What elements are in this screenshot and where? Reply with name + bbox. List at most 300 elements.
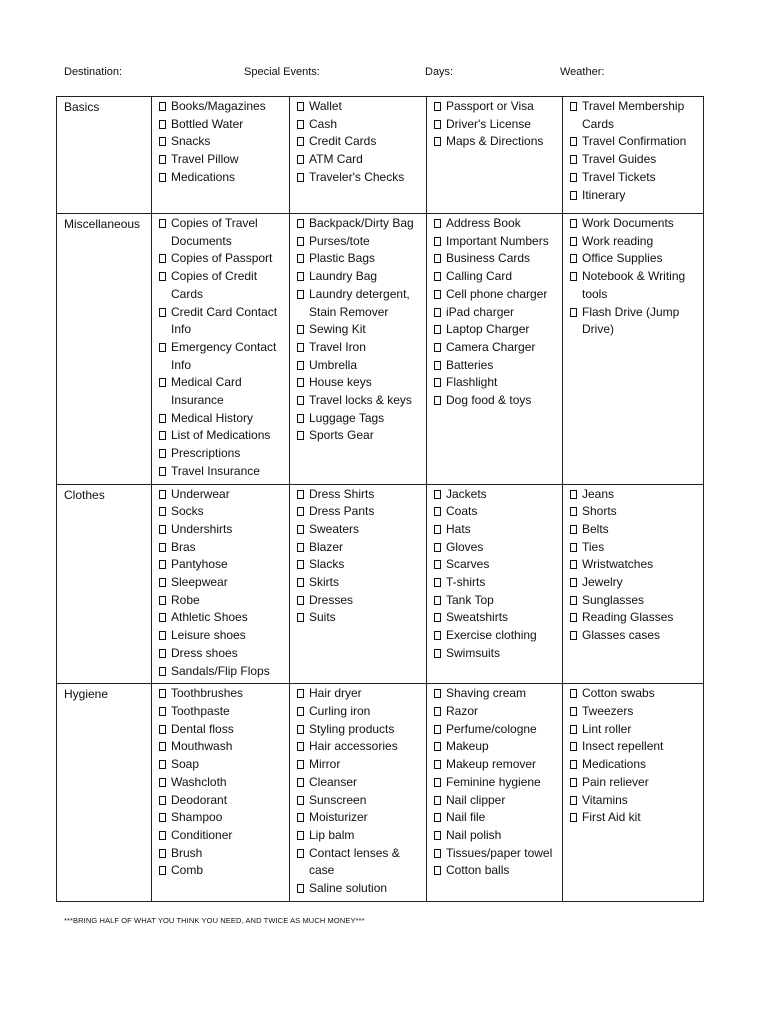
checklist-item[interactable]: [159, 609, 285, 627]
checkbox-icon[interactable]: [297, 707, 304, 716]
checklist-item[interactable]: [570, 233, 699, 251]
checkbox-icon[interactable]: [159, 725, 166, 734]
item-label: Vitamins: [582, 792, 628, 807]
checklist-item[interactable]: [297, 592, 422, 610]
checklist-item[interactable]: [570, 98, 699, 133]
checkbox-icon[interactable]: [570, 689, 577, 698]
checklist-item[interactable]: [570, 268, 699, 303]
checkbox-icon[interactable]: [297, 219, 304, 228]
checklist-item[interactable]: [434, 133, 558, 151]
checkbox-icon[interactable]: [159, 543, 166, 552]
checklist-item[interactable]: [159, 486, 285, 504]
checklist-item[interactable]: [159, 663, 285, 681]
checkbox-icon[interactable]: [434, 361, 441, 370]
checkbox-icon[interactable]: [434, 120, 441, 129]
checkbox-icon[interactable]: [434, 707, 441, 716]
checklist-item[interactable]: [434, 392, 558, 410]
checklist-item[interactable]: [434, 756, 558, 774]
checklist-item[interactable]: [434, 645, 558, 663]
checkbox-icon[interactable]: [570, 725, 577, 734]
checkbox-icon[interactable]: [434, 596, 441, 605]
checklist-item[interactable]: [570, 721, 699, 739]
checklist-item[interactable]: [297, 827, 422, 845]
checkbox-icon[interactable]: [297, 490, 304, 499]
checkbox-icon[interactable]: [570, 308, 577, 317]
checklist-item[interactable]: [297, 151, 422, 169]
checklist-item[interactable]: [297, 392, 422, 410]
item-label: Prescriptions: [171, 446, 241, 461]
checkbox-icon[interactable]: [434, 689, 441, 698]
checklist-item[interactable]: [570, 187, 699, 205]
checklist-item[interactable]: [434, 685, 558, 703]
checkbox-icon[interactable]: [570, 525, 577, 534]
checklist-item[interactable]: [297, 503, 422, 521]
checkbox-icon[interactable]: [159, 467, 166, 476]
checkbox-icon[interactable]: [159, 308, 166, 317]
checklist-item[interactable]: [434, 374, 558, 392]
checkbox-icon[interactable]: [434, 490, 441, 499]
checkbox-icon[interactable]: [434, 525, 441, 534]
checklist-item[interactable]: [570, 756, 699, 774]
checkbox-icon[interactable]: [159, 760, 166, 769]
checklist-item[interactable]: [434, 827, 558, 845]
item-label: Bottled Water: [171, 116, 244, 131]
checkbox-icon[interactable]: [434, 396, 441, 405]
checklist-item[interactable]: [570, 627, 699, 645]
checkbox-icon[interactable]: [297, 361, 304, 370]
checklist-item[interactable]: [570, 774, 699, 792]
checklist-item[interactable]: [570, 503, 699, 521]
checkbox-icon[interactable]: [570, 778, 577, 787]
checklist-item[interactable]: [159, 151, 285, 169]
checkbox-icon[interactable]: [297, 725, 304, 734]
checklist-item[interactable]: [434, 539, 558, 557]
checklist-item[interactable]: [159, 374, 285, 409]
checkbox-icon[interactable]: [297, 831, 304, 840]
checklist-item[interactable]: [434, 574, 558, 592]
checkbox-icon[interactable]: [159, 102, 166, 111]
checkbox-icon[interactable]: [434, 813, 441, 822]
checkbox-icon[interactable]: [434, 507, 441, 516]
checklist-item[interactable]: [159, 250, 285, 268]
item-label: Credit Card Contact Info: [171, 304, 278, 337]
checkbox-icon[interactable]: [570, 742, 577, 751]
item-label: Batteries: [446, 357, 494, 372]
checklist-item[interactable]: [297, 556, 422, 574]
checkbox-icon[interactable]: [297, 760, 304, 769]
checklist-item[interactable]: [297, 738, 422, 756]
checkbox-icon[interactable]: [297, 237, 304, 246]
checklist-item[interactable]: [570, 792, 699, 810]
checkbox-icon[interactable]: [297, 325, 304, 334]
checkbox-icon[interactable]: [159, 707, 166, 716]
checkbox-icon[interactable]: [434, 543, 441, 552]
checkbox-icon[interactable]: [570, 543, 577, 552]
checkbox-icon[interactable]: [434, 325, 441, 334]
checklist-item[interactable]: [297, 339, 422, 357]
checkbox-icon[interactable]: [570, 760, 577, 769]
checklist-item[interactable]: [570, 556, 699, 574]
checklist-item[interactable]: [570, 304, 699, 339]
checklist-item[interactable]: [297, 880, 422, 898]
checklist-item[interactable]: [297, 521, 422, 539]
checklist-item[interactable]: [159, 645, 285, 663]
checklist-item[interactable]: [159, 574, 285, 592]
checkbox-icon[interactable]: [570, 490, 577, 499]
checkbox-icon[interactable]: [570, 613, 577, 622]
checkbox-icon[interactable]: [297, 813, 304, 822]
checkbox-icon[interactable]: [159, 849, 166, 858]
checklist-item[interactable]: [434, 286, 558, 304]
checkbox-icon[interactable]: [434, 219, 441, 228]
item-label: Toothpaste: [171, 703, 230, 718]
checkbox-icon[interactable]: [159, 813, 166, 822]
checklist-item[interactable]: [570, 215, 699, 233]
checklist-item[interactable]: [297, 703, 422, 721]
checkbox-icon[interactable]: [297, 173, 304, 182]
checkbox-icon[interactable]: [434, 849, 441, 858]
item-label: Passport or Visa: [446, 99, 534, 113]
checkbox-icon[interactable]: [434, 237, 441, 246]
checkbox-icon[interactable]: [159, 560, 166, 569]
checklist-item[interactable]: [159, 721, 285, 739]
checklist-item[interactable]: [434, 592, 558, 610]
checklist-item[interactable]: [297, 357, 422, 375]
checkbox-icon[interactable]: [570, 237, 577, 246]
checkbox-icon[interactable]: [297, 137, 304, 146]
item-label: ATM Card: [309, 152, 363, 167]
checklist-item[interactable]: [159, 827, 285, 845]
checkbox-icon[interactable]: [434, 831, 441, 840]
checklist-item[interactable]: [434, 703, 558, 721]
checklist-item[interactable]: [297, 845, 422, 880]
checklist-item[interactable]: [434, 627, 558, 645]
checklist-item[interactable]: [159, 410, 285, 428]
checklist-item[interactable]: [434, 809, 558, 827]
checklist-item[interactable]: [159, 304, 285, 339]
checkbox-icon[interactable]: [570, 578, 577, 587]
checklist-item[interactable]: [297, 721, 422, 739]
checkbox-icon[interactable]: [159, 831, 166, 840]
checklist-item[interactable]: [297, 756, 422, 774]
checkbox-icon[interactable]: [570, 137, 577, 146]
checkbox-icon[interactable]: [570, 796, 577, 805]
checkbox-icon[interactable]: [434, 760, 441, 769]
checklist-item[interactable]: [159, 445, 285, 463]
checklist-item[interactable]: [570, 592, 699, 610]
checklist-item[interactable]: [159, 703, 285, 721]
checklist-item[interactable]: [570, 486, 699, 504]
checkbox-icon[interactable]: [297, 343, 304, 352]
checklist-item[interactable]: [159, 539, 285, 557]
checkbox-icon[interactable]: [297, 155, 304, 164]
checkbox-icon[interactable]: [570, 219, 577, 228]
checkbox-icon[interactable]: [570, 560, 577, 569]
checkbox-icon[interactable]: [297, 884, 304, 893]
checkbox-icon[interactable]: [297, 378, 304, 387]
checklist-item[interactable]: [297, 410, 422, 428]
checklist-item[interactable]: [570, 809, 699, 827]
checklist-item[interactable]: [297, 233, 422, 251]
checkbox-icon[interactable]: [434, 102, 441, 111]
checklist-item[interactable]: [297, 609, 422, 627]
checklist-item[interactable]: [297, 321, 422, 339]
checklist-item[interactable]: [434, 862, 558, 880]
checkbox-icon[interactable]: [434, 866, 441, 875]
checkbox-icon[interactable]: [570, 155, 577, 164]
checkbox-icon[interactable]: [297, 796, 304, 805]
checkbox-icon[interactable]: [159, 272, 166, 281]
checkbox-icon[interactable]: [159, 219, 166, 228]
checkbox-icon[interactable]: [159, 596, 166, 605]
checkbox-icon[interactable]: [570, 173, 577, 182]
checkbox-icon[interactable]: [297, 613, 304, 622]
checklist-item[interactable]: [159, 427, 285, 445]
checklist-item[interactable]: [297, 809, 422, 827]
checkbox-icon[interactable]: [434, 778, 441, 787]
checklist-item[interactable]: [570, 738, 699, 756]
checkbox-icon[interactable]: [434, 578, 441, 587]
checkbox-icon[interactable]: [297, 396, 304, 405]
checklist-item[interactable]: [297, 486, 422, 504]
checklist-item[interactable]: [297, 98, 422, 116]
checkbox-icon[interactable]: [159, 631, 166, 640]
checklist-item[interactable]: [159, 169, 285, 187]
item-label: Toothbrushes: [171, 686, 244, 701]
item-label: Slacks: [309, 557, 345, 572]
item-list: [297, 486, 422, 628]
checklist-item[interactable]: [159, 627, 285, 645]
checklist-item[interactable]: [570, 574, 699, 592]
checklist-item[interactable]: [570, 151, 699, 169]
checklist-item[interactable]: [570, 133, 699, 151]
checkbox-icon[interactable]: [297, 254, 304, 263]
checkbox-icon[interactable]: [434, 254, 441, 263]
checklist-item[interactable]: [434, 556, 558, 574]
checklist-item[interactable]: [434, 233, 558, 251]
checkbox-icon[interactable]: [434, 725, 441, 734]
checkbox-icon[interactable]: [159, 613, 166, 622]
checklist-item[interactable]: [570, 609, 699, 627]
checklist-item[interactable]: [570, 250, 699, 268]
checklist-item[interactable]: [570, 539, 699, 557]
checklist-item[interactable]: [159, 503, 285, 521]
checklist-item[interactable]: [570, 685, 699, 703]
checklist-item[interactable]: [159, 756, 285, 774]
checkbox-icon[interactable]: [570, 813, 577, 822]
checkbox-icon[interactable]: [570, 507, 577, 516]
item-label: Ties: [582, 539, 605, 554]
checkbox-icon[interactable]: [434, 649, 441, 658]
checkbox-icon[interactable]: [297, 560, 304, 569]
checklist-item[interactable]: [434, 268, 558, 286]
checklist-item[interactable]: [297, 169, 422, 187]
checkbox-icon[interactable]: [159, 343, 166, 352]
checkbox-icon[interactable]: [297, 272, 304, 281]
checklist-item[interactable]: [434, 304, 558, 322]
checkbox-icon[interactable]: [297, 778, 304, 787]
checkbox-icon[interactable]: [570, 631, 577, 640]
checklist-item[interactable]: [434, 521, 558, 539]
checklist-item[interactable]: [159, 98, 285, 116]
checkbox-icon[interactable]: [434, 378, 441, 387]
checkbox-icon[interactable]: [570, 254, 577, 263]
checklist-item[interactable]: [297, 574, 422, 592]
checklist-item[interactable]: [159, 215, 285, 250]
checklist-item[interactable]: [434, 774, 558, 792]
checkbox-icon[interactable]: [434, 742, 441, 751]
checklist-item[interactable]: [434, 845, 558, 863]
checkbox-icon[interactable]: [159, 378, 166, 387]
checklist-item[interactable]: [297, 427, 422, 445]
days-label: Days:: [425, 66, 454, 78]
checkbox-icon[interactable]: [297, 120, 304, 129]
checklist-item[interactable]: [159, 339, 285, 374]
item-label: Tweezers: [582, 703, 634, 718]
checklist-item[interactable]: [297, 215, 422, 233]
checklist-item[interactable]: [159, 774, 285, 792]
checklist-item[interactable]: [434, 721, 558, 739]
checkbox-icon[interactable]: [570, 102, 577, 111]
item-label: Cell phone charger: [446, 286, 548, 301]
checkbox-icon[interactable]: [159, 449, 166, 458]
checkbox-icon[interactable]: [159, 578, 166, 587]
checklist-item[interactable]: [297, 116, 422, 134]
item-label: Travel Confirmation: [582, 134, 687, 149]
checkbox-icon[interactable]: [297, 742, 304, 751]
checkbox-icon[interactable]: [159, 490, 166, 499]
checklist-item[interactable]: [297, 286, 422, 321]
checklist-item[interactable]: [159, 592, 285, 610]
checkbox-icon[interactable]: [159, 649, 166, 658]
checklist-item[interactable]: [297, 774, 422, 792]
item-label: Itinerary: [582, 187, 626, 202]
checklist-item[interactable]: [434, 503, 558, 521]
item-label: Medical History: [171, 410, 254, 425]
checklist-item[interactable]: [159, 521, 285, 539]
checkbox-icon[interactable]: [434, 343, 441, 352]
checkbox-icon[interactable]: [159, 778, 166, 787]
checklist-item[interactable]: [159, 116, 285, 134]
item-label: Sunglasses: [582, 592, 645, 607]
checkbox-icon[interactable]: [159, 689, 166, 698]
checklist-item[interactable]: [159, 809, 285, 827]
item-list: [434, 486, 558, 663]
checklist-item[interactable]: [159, 268, 285, 303]
checklist-item[interactable]: [434, 215, 558, 233]
checklist-item[interactable]: [434, 738, 558, 756]
checklist-item[interactable]: [159, 792, 285, 810]
checklist-item[interactable]: [570, 703, 699, 721]
item-label: Travel Tickets: [582, 169, 656, 184]
checkbox-icon[interactable]: [159, 120, 166, 129]
checkbox-icon[interactable]: [297, 689, 304, 698]
checklist-item[interactable]: [434, 357, 558, 375]
checkbox-icon[interactable]: [434, 137, 441, 146]
checklist-item[interactable]: [159, 556, 285, 574]
checklist-item[interactable]: [434, 339, 558, 357]
checklist-item[interactable]: [434, 486, 558, 504]
checkbox-icon[interactable]: [297, 849, 304, 858]
checkbox-icon[interactable]: [159, 667, 166, 676]
checkbox-icon[interactable]: [570, 707, 577, 716]
checkbox-icon[interactable]: [159, 742, 166, 751]
checkbox-icon[interactable]: [297, 525, 304, 534]
checklist-item[interactable]: [434, 792, 558, 810]
checkbox-icon[interactable]: [434, 290, 441, 299]
checkbox-icon[interactable]: [434, 796, 441, 805]
item-label: Medical Card Insurance: [171, 375, 242, 408]
checkbox-icon[interactable]: [434, 272, 441, 281]
checkbox-icon[interactable]: [159, 431, 166, 440]
checklist-item[interactable]: [159, 738, 285, 756]
checkbox-icon[interactable]: [434, 560, 441, 569]
checkbox-icon[interactable]: [159, 173, 166, 182]
item-label: Sewing Kit: [309, 322, 366, 337]
checklist-item[interactable]: [434, 250, 558, 268]
checklist-item[interactable]: [297, 792, 422, 810]
checkbox-icon[interactable]: [159, 155, 166, 164]
checklist-item[interactable]: [297, 268, 422, 286]
checkbox-icon[interactable]: [297, 507, 304, 516]
checklist-item[interactable]: [159, 685, 285, 703]
checkbox-icon[interactable]: [159, 796, 166, 805]
item-column: [152, 684, 290, 901]
checkbox-icon[interactable]: [159, 254, 166, 263]
checklist-item[interactable]: [297, 685, 422, 703]
checkbox-icon[interactable]: [159, 137, 166, 146]
item-label: Copies of Travel Documents: [171, 216, 258, 248]
checklist-item[interactable]: [159, 463, 285, 481]
item-label: Belts: [582, 521, 609, 536]
checkbox-icon[interactable]: [159, 414, 166, 423]
checklist-item[interactable]: [434, 321, 558, 339]
item-label: Shorts: [582, 504, 617, 519]
checklist-item[interactable]: [570, 521, 699, 539]
checkbox-icon[interactable]: [297, 414, 304, 423]
item-label: Reading Glasses: [582, 610, 674, 625]
checklist-item[interactable]: [297, 374, 422, 392]
checkbox-icon[interactable]: [159, 866, 166, 875]
checklist-item[interactable]: [297, 133, 422, 151]
checkbox-icon[interactable]: [159, 525, 166, 534]
checklist-item[interactable]: [159, 133, 285, 151]
checklist-item[interactable]: [297, 250, 422, 268]
checkbox-icon[interactable]: [297, 290, 304, 299]
checkbox-icon[interactable]: [570, 272, 577, 281]
checkbox-icon[interactable]: [159, 507, 166, 516]
item-label: Jackets: [446, 486, 487, 501]
checkbox-icon[interactable]: [570, 596, 577, 605]
checkbox-icon[interactable]: [434, 308, 441, 317]
checkbox-icon[interactable]: [570, 191, 577, 200]
checkbox-icon[interactable]: [297, 102, 304, 111]
checklist-item[interactable]: [297, 539, 422, 557]
checkbox-icon[interactable]: [297, 543, 304, 552]
checklist-item[interactable]: [434, 116, 558, 134]
checklist-item[interactable]: [570, 169, 699, 187]
checkbox-icon[interactable]: [434, 631, 441, 640]
checklist-item[interactable]: [159, 862, 285, 880]
checkbox-icon[interactable]: [297, 578, 304, 587]
checkbox-icon[interactable]: [434, 613, 441, 622]
checklist-item[interactable]: [434, 609, 558, 627]
checkbox-icon[interactable]: [297, 596, 304, 605]
checklist-item[interactable]: [159, 845, 285, 863]
item-label: House keys: [309, 375, 372, 390]
checklist-item[interactable]: [434, 98, 558, 116]
checkbox-icon[interactable]: [297, 431, 304, 440]
